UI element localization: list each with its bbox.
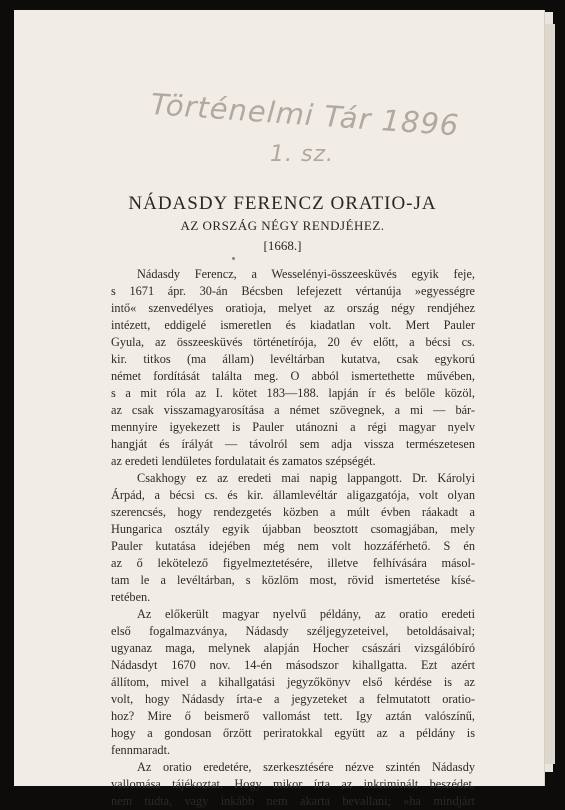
text-line: intő« szenvedélyes oratioja, melyet az ország négy rendjéhez [111, 301, 475, 315]
text-line: kir. titkos (ma állam) levéltárban kutatva, csak egykorú [111, 352, 475, 366]
text-line: első fogalmazványa, Nádasdy széljegyzeteivel, betoldásaival; [111, 624, 475, 638]
text-line: hangját és írályát — távolról sem adja vissza természetesen [111, 437, 475, 451]
text-line: német fordítását találta meg. O abból ismertethette művében, [111, 369, 475, 383]
text-line: szerencsés, hogy rendezgetés közben a múlt évben ráakadt a [111, 505, 475, 519]
text-line: Gyula, az összeesküvés történetírója, 20 év előtt, a bécsi cs. [111, 335, 475, 349]
text-line: hoz? Mire ő beismerő vallomást tett. Igy aztán valószínű, [111, 709, 475, 723]
article-title: NÁDASDY FERENCZ ORATIO-JA [128, 193, 437, 214]
text-line: az csak visszamagyarosítása a német szövegnek, a mi — bár- [111, 403, 475, 417]
text-line: retében. [111, 590, 151, 604]
text-line: Az oratio eredetére, szerkesztésére nézve szintén Nádasdy [137, 760, 475, 774]
text-line: Hungarica osztály egyik újabban beosztott csomagjában, mely [111, 522, 475, 536]
text-line: tam le a levéltárban, s közlöm most, rövid ismertetése kísé- [111, 573, 475, 587]
text-line: az eredeti lendületes fordulatait és zamatos szépségét. [111, 454, 376, 468]
handwritten-note-source: Történelmi Tár 1896 [149, 87, 461, 143]
text-line: Csakhogy ez az eredeti mai napig lappangott. Dr. Károlyi [137, 471, 475, 485]
text-line: Nádasdyt 1670 nov. 14-én másodszor kihallgatta. Ezt azért [111, 658, 475, 672]
article-year: [1668.] [263, 238, 302, 253]
text-line: állítom, mivel a kihallgatási jegyzőkönyv első kérdése is az [111, 675, 475, 689]
article-subtitle: AZ ORSZÁG NÉGY RENDJÉHEZ. [180, 218, 385, 233]
text-line: Árpád, a bécsi cs. és kir. államlevéltár aligazgatója, volt olyan [111, 488, 475, 502]
text-line: s a mit róla az I. kötet 183—188. lapján ír és belőle közöl, [111, 386, 475, 400]
text-line: fennmaradt. [111, 743, 171, 757]
separator-dot [232, 257, 235, 260]
body-text [111, 266, 475, 810]
text-line: intézett, eddigelé ismeretlen és kiadatlan volt. Mert Pauler [111, 318, 475, 332]
text-line: az ő lekötelező figyelmeztetésére, illetve felhívására másol- [111, 556, 475, 570]
text-line: Az előkerült magyar nyelvű példány, az oratio eredeti [137, 607, 475, 621]
text-line: hogy a gondosan őrzött periratokkal együtt az a példány is [111, 726, 475, 740]
text-line: Pauler kutatása idejében még nem volt hozzáférhető. S én [111, 539, 475, 553]
text-line: s 1671 ápr. 30-án Bécsben lefejezett vértanúja »egyességre [111, 284, 475, 298]
text-line: volt, hogy Nádasdy írta-e a jegyzeteket a felmutatott oratio- [111, 692, 475, 706]
text-line: vallomása tájékoztat. Hogy mikor írta az inkriminált beszédet, [111, 777, 475, 791]
text-line: nem tudta, vagy inkább nem akarta bevallani; »ha mindjárt [111, 794, 475, 808]
text-line: Nádasdy Ferencz, a Wesselényi-összeesküvés egyik feje, [137, 267, 475, 281]
text-line: ugyanaz maga, melynek alapján Hocher császári vizsgálóbíró [111, 641, 475, 655]
back-page-edge-2 [545, 24, 555, 764]
handwritten-note-issue: 1. sz. [270, 142, 334, 167]
text-line: mennyire igyekezett is Pauler utánozni a régi magyar nyelv [111, 420, 475, 434]
